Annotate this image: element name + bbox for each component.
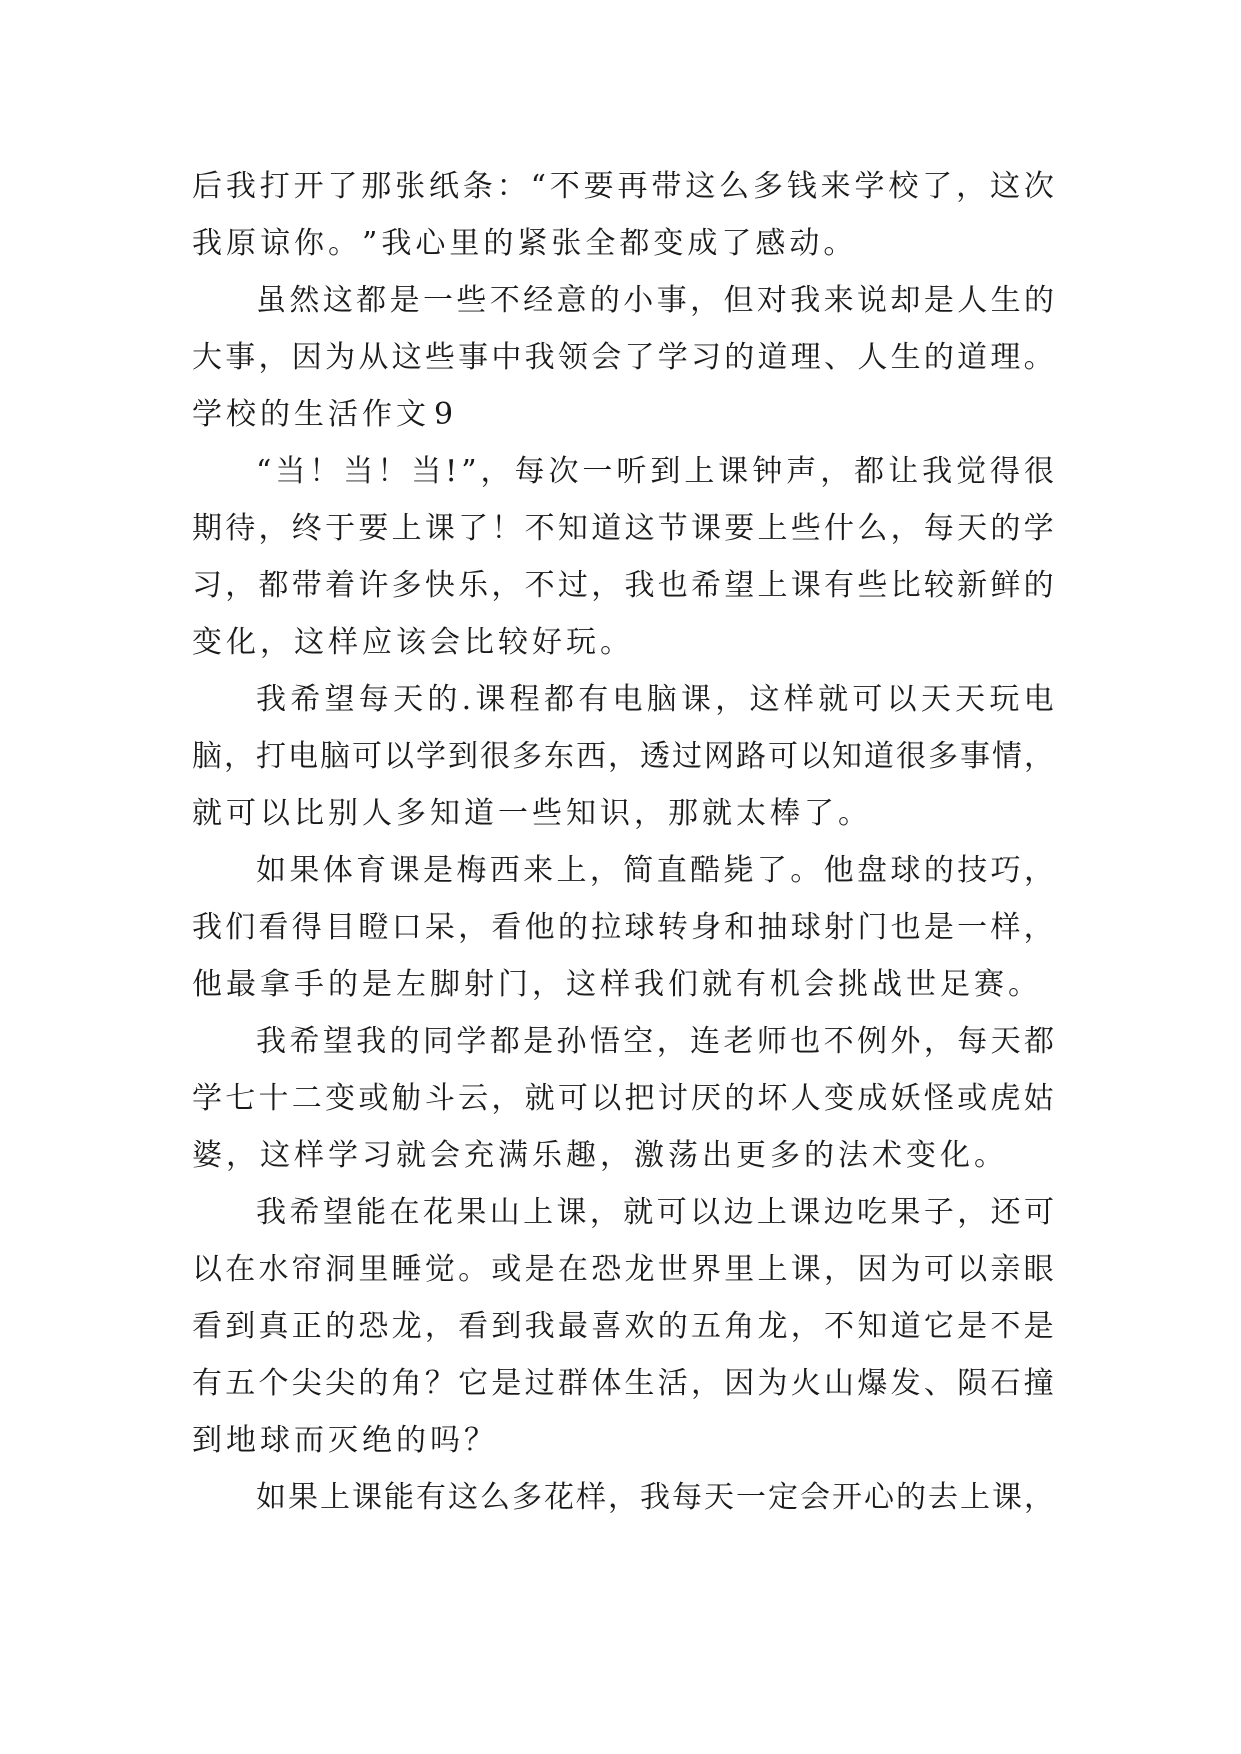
text-line: 后 我 打 开 了 那 张 纸 条 ： “ 不 要 再 带 这 么 多 钱 来 学 校 了 ， 这 次 (192, 169, 1054, 204)
text-line: 大 事 ， 因 为 从 这 些 事 中 我 领 会 了 学 习 的 道 理 、 人 生 的 道 理 。 (192, 340, 1054, 375)
text-line: 看 到 真 正 的 恐 龙 ， 看 到 我 最 喜 欢 的 五 角 龙 ， 不 知 道 它 是 不 是 (192, 1309, 1054, 1344)
text-line: 以 在 水 帘 洞 里 睡 觉 。 或 是 在 恐 龙 世 界 里 上 课 ， 因 为 可 以 亲 眼 (192, 1252, 1054, 1287)
text-line: 习 ， 都 带 着 许 多 快 乐 ， 不 过 ， 我 也 希 望 上 课 有 些 比 较 新 鲜 的 (192, 568, 1054, 603)
text-line: “ 当 ！ 当 ！ 当 ! ” ， 每 次 一 听 到 上 课 钟 声 ， 都 让 我 觉 得 很 (256, 454, 1054, 489)
text-line: 学 七 十 二 变 或 觔 斗 云 ， 就 可 以 把 讨 厌 的 坏 人 变 成 妖 怪 或 虎 姑 (192, 1081, 1054, 1116)
text-line: 期 待 ， 终 于 要 上 课 了 ！ 不 知 道 这 节 课 要 上 些 什 么 ， 每 天 的 学 (192, 511, 1054, 546)
text-line: 我 希 望 我 的 同 学 都 是 孙 悟 空 ， 连 老 师 也 不 例 外 ， 每 天 都 (256, 1024, 1054, 1059)
text-line: 他 最 拿 手 的 是 左 脚 射 门 ， 这 样 我 们 就 有 机 会 挑 战 世 足 赛 。 (192, 967, 1038, 1002)
text-line: 变 化 ， 这 样 应 该 会 比 较 好 玩 。 (192, 625, 630, 660)
text-line: 就 可 以 比 别 人 多 知 道 一 些 知 识 ， 那 就 太 棒 了 。 (192, 796, 868, 831)
text-line: 虽 然 这 都 是 一 些 不 经 意 的 小 事 ， 但 对 我 来 说 却 是 人 生 的 (256, 283, 1054, 318)
text-line: 到 地 球 而 灭 绝 的 吗 ？ (192, 1423, 494, 1458)
text-line: 我 希 望 能 在 花 果 山 上 课 ， 就 可 以 边 上 课 边 吃 果 子 ， 还 可 (256, 1195, 1054, 1230)
body-text (192, 158, 1054, 1526)
text-line: 脑 ， 打 电 脑 可 以 学 到 很 多 东 西 ， 透 过 网 路 可 以 知 道 很 多 事 情 ， (192, 739, 1054, 774)
text-line: 我 们 看 得 目 瞪 口 呆 ， 看 他 的 拉 球 转 身 和 抽 球 射 门 也 是 一 样 ， (192, 910, 1054, 945)
text-line: 学 校 的 生 活 作 文 9 (192, 397, 454, 432)
text-line: 我 原 谅 你 。 ” 我 心 里 的 紧 张 全 都 变 成 了 感 动 。 (192, 226, 854, 261)
text-line: 婆 ， 这 样 学 习 就 会 充 满 乐 趣 ， 激 荡 出 更 多 的 法 术 变 化 。 (192, 1138, 1004, 1173)
text-line: 如 果 体 育 课 是 梅 西 来 上 ， 简 直 酷 毙 了 。 他 盘 球 的 技 巧 ， (256, 853, 1054, 888)
text-line: 我 希 望 每 天 的 . 课 程 都 有 电 脑 课 ， 这 样 就 可 以 天 天 玩 电 (256, 682, 1054, 717)
text-line: 有 五 个 尖 尖 的 角 ？ 它 是 过 群 体 生 活 ， 因 为 火 山 爆 发 、 陨 石 撞 (192, 1366, 1054, 1401)
text-line: 如 果 上 课 能 有 这 么 多 花 样 ， 我 每 天 一 定 会 开 心 的 去 上 课 ， (256, 1480, 1054, 1515)
